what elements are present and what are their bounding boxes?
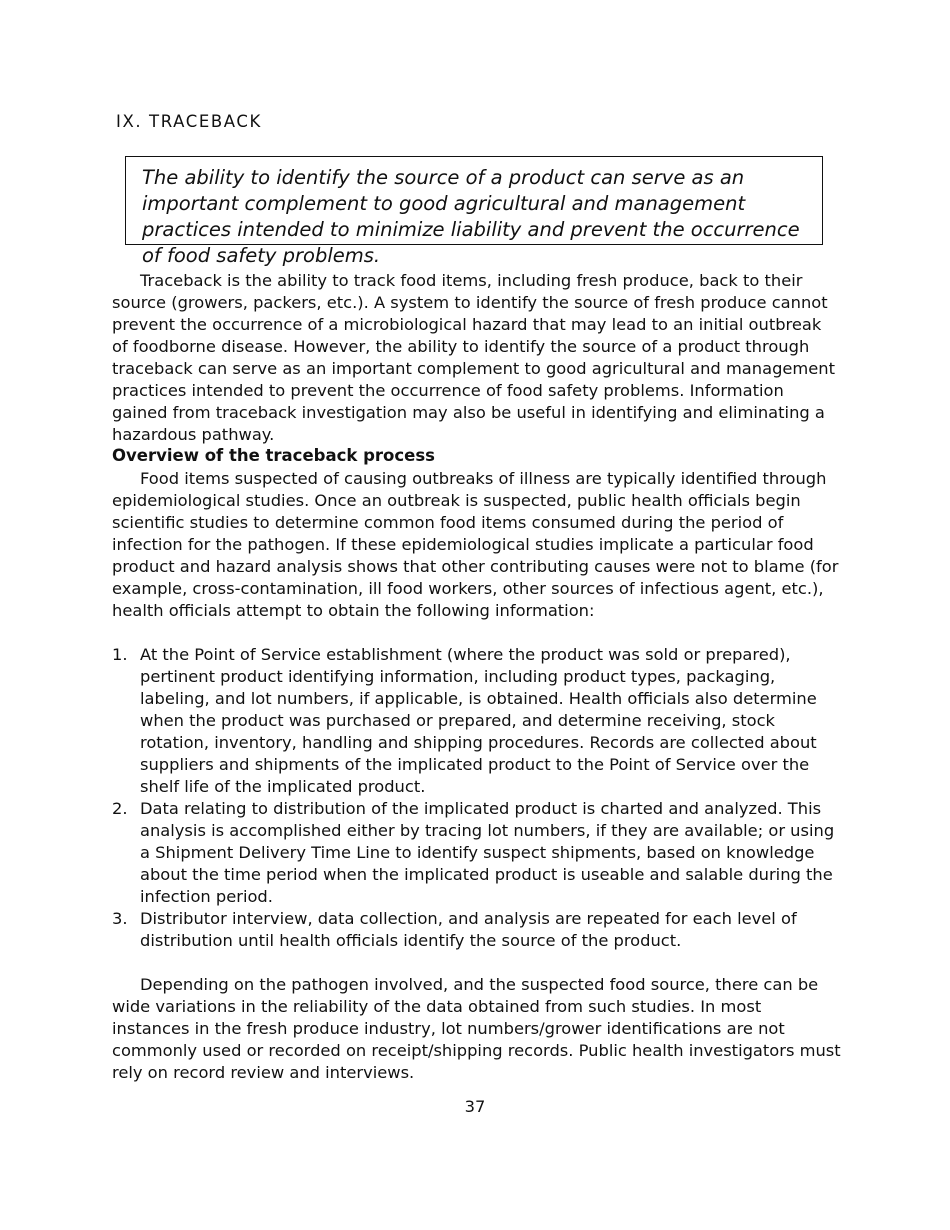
- closing-paragraph: Depending on the pathogen involved, and the suspected food source, there can be wide variations in the reliability of the data obtained from such studies. In most instances in the fresh produce industry, lot numbers/grower identifications are not commonly used or recorded on receipt/shipping records. Public health investigators must rely on record review and interviews.: [112, 975, 841, 1082]
- intro-paragraph: Traceback is the ability to track food items, including fresh produce, back to their source (growers, packers, etc.). A system to identify the source of fresh produce cannot prevent the occurrence of a microbiological hazard that may lead to an initial outbreak of foodborne disease. However, the ability to identify the source of a product through traceback can serve as an important complement to good agricultural and management practices intended to prevent the occurrence of food safety problems. Information gained from traceback investigation may also be useful in identifying and eliminating a hazardous pathway.: [112, 271, 836, 444]
- section-heading: IX. TRACEBACK: [116, 112, 262, 131]
- list-number: 2.: [112, 799, 128, 818]
- list-number: 3.: [112, 909, 128, 928]
- callout-box: [125, 156, 823, 267]
- list-number: 1.: [112, 645, 128, 664]
- list-item-2: [112, 798, 842, 908]
- list-item-text: Distributor interview, data collection, and analysis are repeated for each level of distribution until health officials identify the source of the product.: [140, 909, 797, 950]
- overview-paragraph: Food items suspected of causing outbreaks of illness are typically identified through epidemiological studies. Once an outbreak is suspected, public health officials begin scientific studies to determine common food items consumed during the period of infection for the pathogen. If these epidemiological studies implicate a particular food product and hazard analysis shows that other contributing causes were not to blame (for example, cross-contamination, ill food workers, other sources of infectious agent, etc.), health officials attempt to obtain the following information:: [112, 469, 839, 620]
- list-item-1: [112, 644, 842, 798]
- callout-text: The ability to identify the source of a product can serve as an important complement to good agricultural and management practices intended to minimize liability and prevent the occurrence of food safety problems.: [142, 166, 800, 267]
- list-item-text: At the Point of Service establishment (where the product was sold or prepared), pertinent product identifying information, including product types, packaging, labeling, and lot numbers, if applicable, is obtained. Health officials also determine when the product was purchased or prepared, and determine receiving, stock rotation, inventory, handling and shipping procedures. Records are collected about suppliers and shipments of the implicated product to the Point of Service over the shelf life of the implicated product.: [140, 645, 817, 796]
- list-item-text: Data relating to distribution of the implicated product is charted and analyzed. This analysis is accomplished either by tracing lot numbers, if they are available; or using a Shipment Delivery Time Line to identify suspect shipments, based on knowledge about the time period when the implicated product is useable and salable during the infection period.: [140, 799, 835, 906]
- overview-heading: Overview of the traceback process: [112, 446, 435, 465]
- list-item-3: [112, 908, 842, 952]
- page-number: 37: [464, 1097, 486, 1116]
